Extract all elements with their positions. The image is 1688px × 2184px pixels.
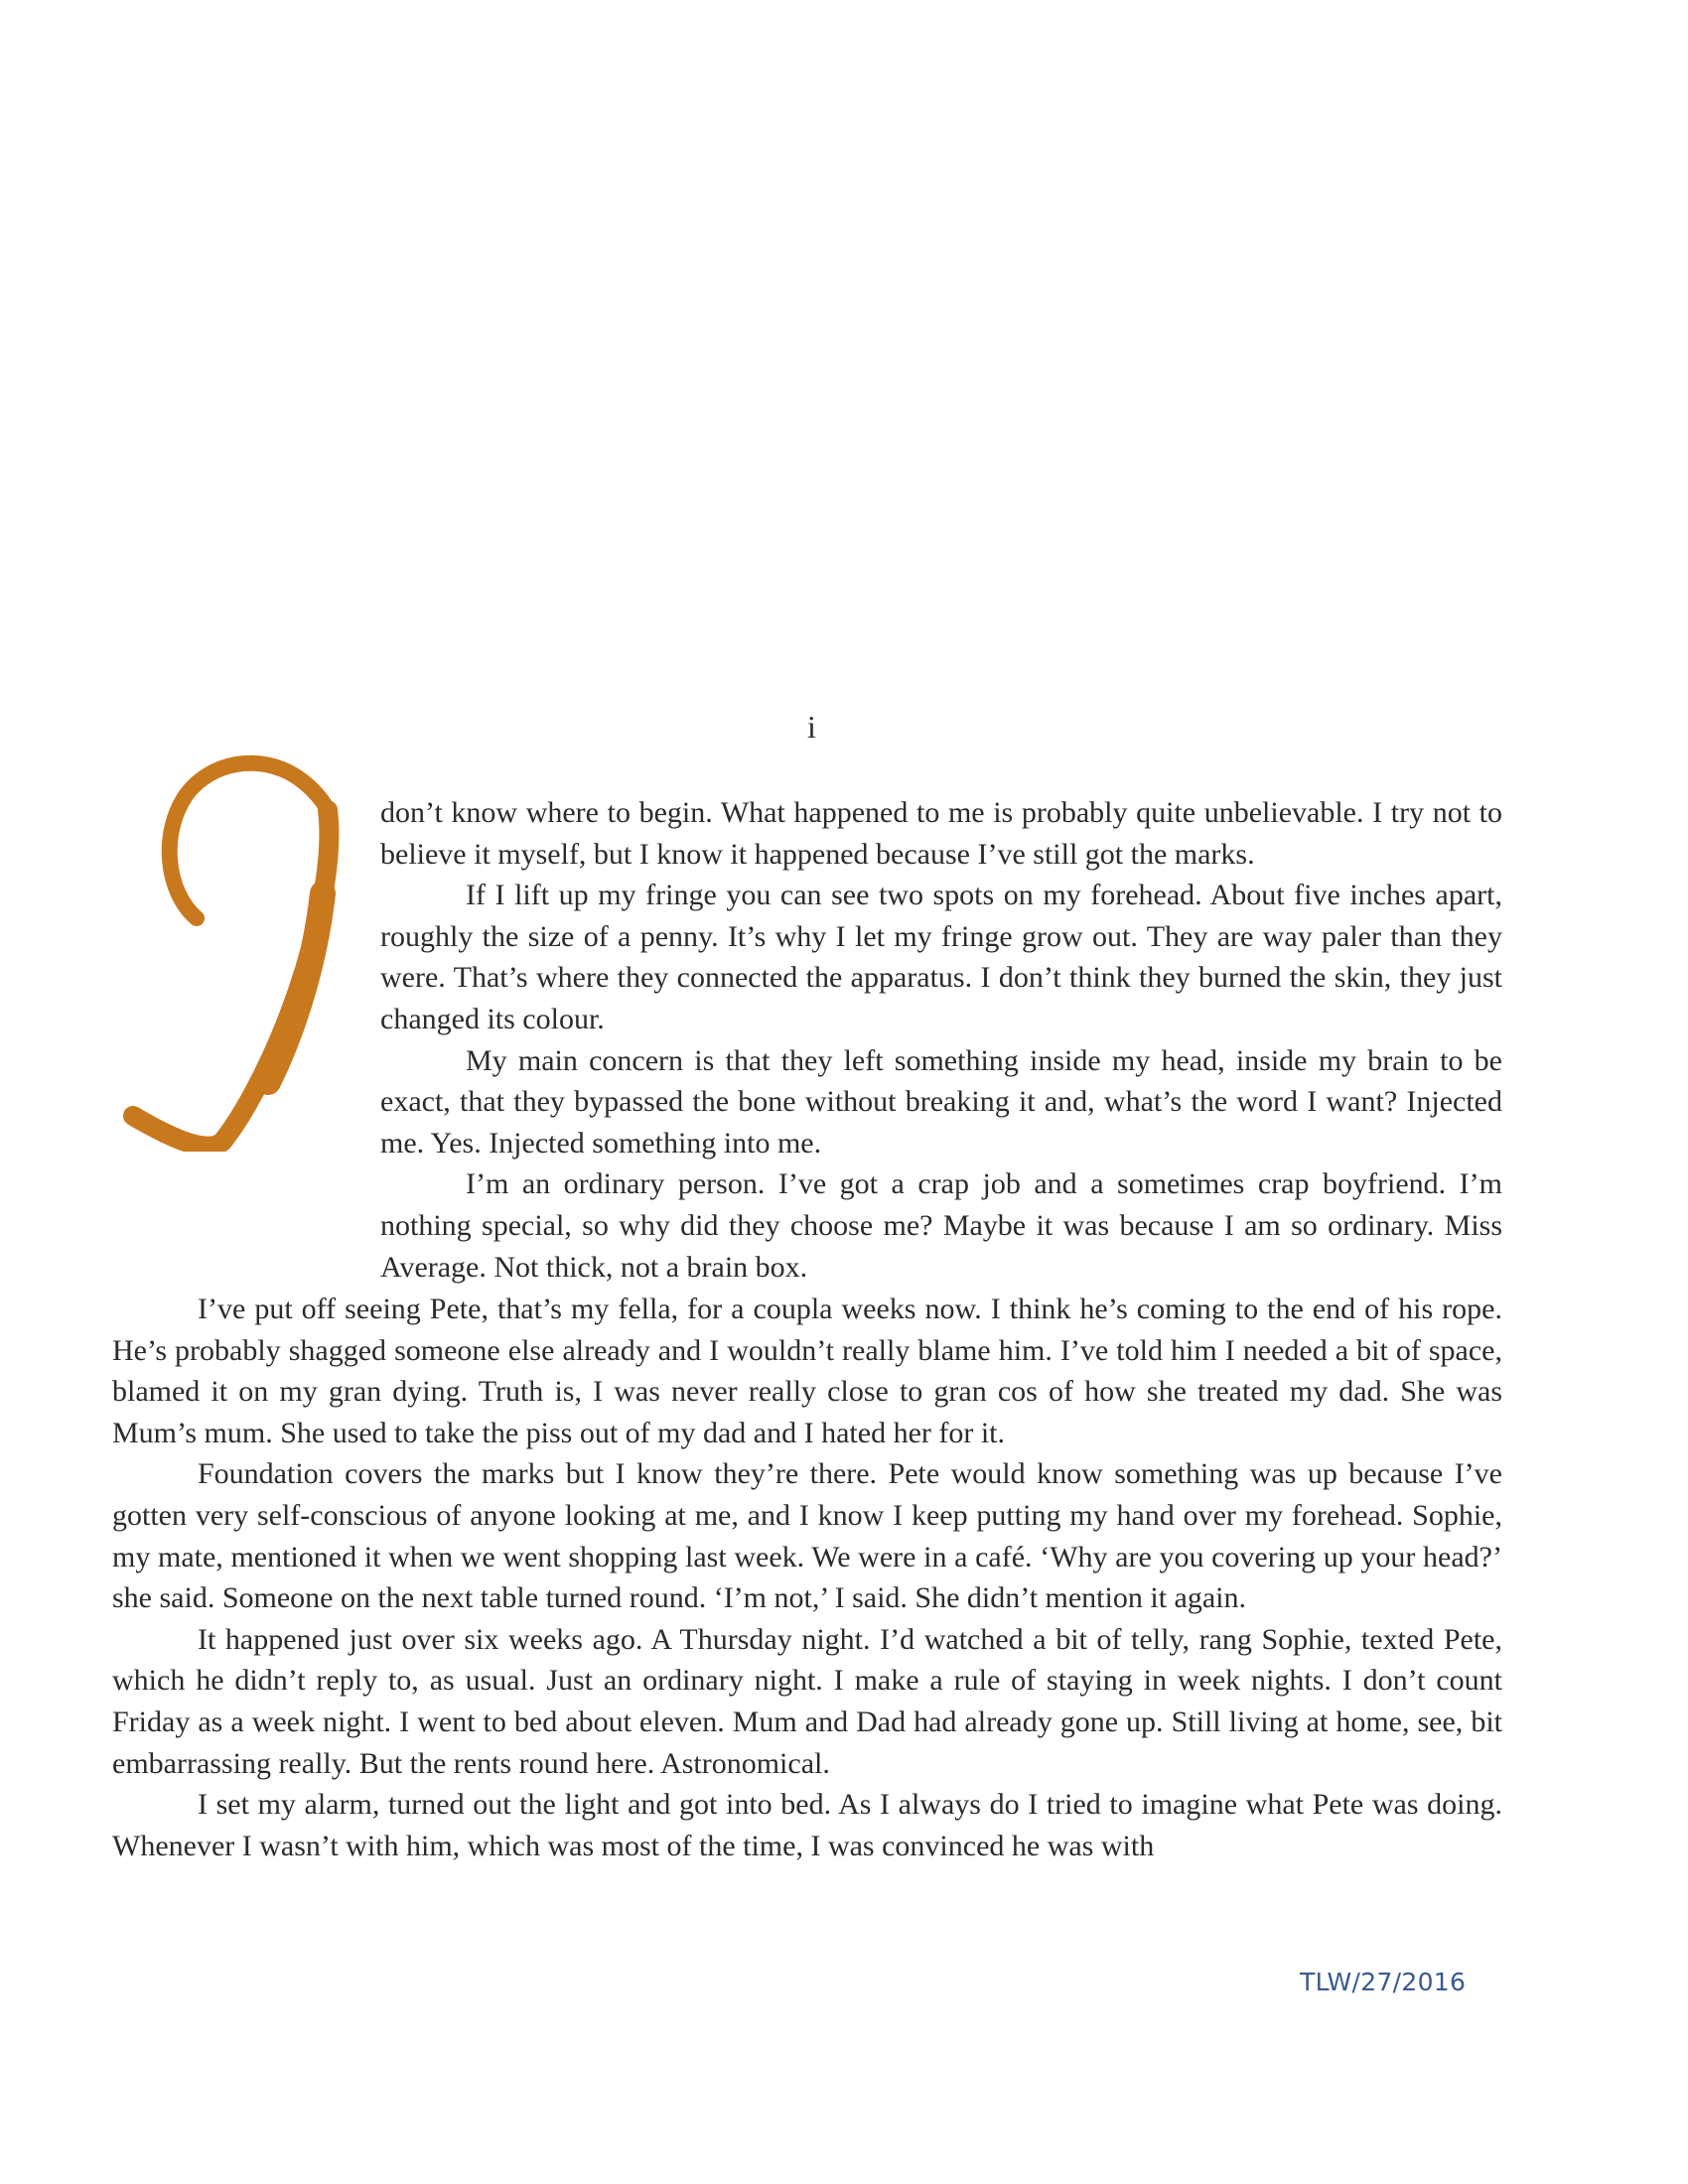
document-reference: TLW/27/2016 [1300,1968,1467,1996]
main-text-block [112,1289,1502,1866]
drop-cap-top-stroke [170,763,328,918]
paragraph: I’ve put off seeing Pete, that’s my fella, for a coupla weeks now. I think he’s coming to the end of his rope. He’s probably shagged someone else already and I wouldn’t really blame him. I’ve told him I needed a bit of space, blamed it on my gran dying. Truth is, I was never really close to gran cos of how she treated my dad. She was Mum’s mum. She used to take the piss out of my dad and I hated her for it. [112,1293,1502,1449]
paragraph: It happened just over six weeks ago. A Thursday night. I’d watched a bit of telly, rang Sophie, texted Pete, which he didn’t reply to, as usual. Just an ordinary night. I make a rule of staying in week nights. I don’t count Friday as a week night. I went to bed about eleven. Mum and Dad had already gone up. Still living at home, see, bit embarrassing really. But the rents round here. Astronomical. [112,1622,1502,1780]
paragraph: My main concern is that they left something inside my head, inside my brain to be exact, that they bypassed the bone without breaking it and, what’s the word I want? Injected me. Yes. Injected something into me. [380,1043,1502,1160]
opening-text-block [380,792,1502,1288]
paragraph: I set my alarm, turned out the light and got into bed. As I always do I tried to imagine what Pete was doing. Whenever I wasn’t with him, which was most of the time, I was convinced he was with [112,1788,1502,1862]
paragraph: I’m an ordinary person. I’ve got a crap job and a sometimes crap boyfriend. I’m nothing special, so why did they choose me? Maybe it was because I am so ordinary. Miss Average. Not thick, not a brain box. [380,1167,1502,1284]
drop-cap-letter [119,754,357,1152]
drop-cap-tail-stroke [268,893,323,1082]
paragraph: Foundation covers the marks but I know they’re there. Pete would know something was up because I’ve gotten very self-conscious of anyone looking at me, and I know I keep putting my hand over my forehead. Sophie, my mate, mentioned it when we went shopping last week. We were in a café. ‘Why are you covering up your head?’ she said. Someone on the next table turned round. ‘I’m not,’ I said. She didn’t mention it again. [112,1457,1502,1615]
chapter-number: i [807,709,816,745]
paragraph: don’t know where to begin. What happened to me is probably quite unbelievable. I try not to believe it myself, but I know it happened because I’ve still got the marks. [380,796,1502,871]
paragraph: If I lift up my fringe you can see two spots on my forehead. About five inches apart, roughly the size of a penny. It’s why I let my fringe grow out. They are way paler than they were. That’s where they connected the apparatus. I don’t think they burned the skin, they just changed its colour. [380,879,1502,1035]
